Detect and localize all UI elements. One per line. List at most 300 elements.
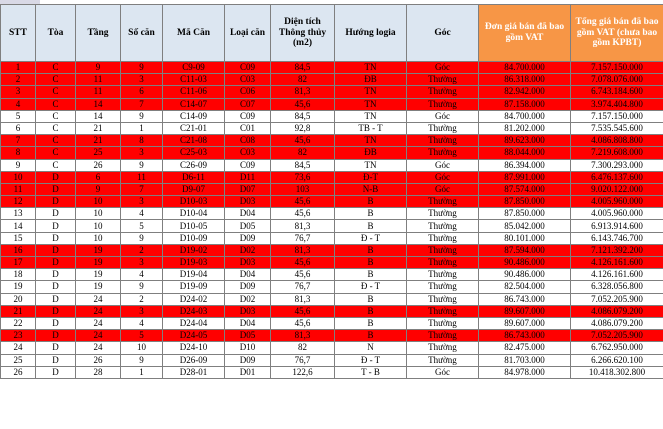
cell-tang: 19 [76, 269, 121, 281]
header-stt: STT [1, 5, 36, 62]
cell-don-gia: 82.504.000 [479, 281, 571, 293]
cell-stt: 11 [1, 183, 36, 195]
cell-so-can: 1 [121, 122, 163, 134]
cell-so-can: 4 [121, 269, 163, 281]
cell-ma-can: D24-02 [163, 293, 225, 305]
cell-tong-gia: 7.121.392.200 [571, 244, 663, 256]
cell-don-gia: 85.042.000 [479, 220, 571, 232]
cell-goc: Thường [407, 122, 479, 134]
cell-don-gia: 89.607.000 [479, 317, 571, 329]
cell-tong-gia: 9.020.122.000 [571, 183, 663, 195]
cell-tong-gia: 7.157.150.000 [571, 62, 663, 74]
cell-tong-gia: 10.418.302.800 [571, 366, 663, 378]
cell-goc: Thường [407, 317, 479, 329]
cell-toa: D [36, 366, 76, 378]
cell-dien-tich: 45,6 [271, 257, 335, 269]
cell-toa: D [36, 171, 76, 183]
cell-tang: 14 [76, 98, 121, 110]
cell-huong-logia: Đ - T [335, 354, 407, 366]
cell-tong-gia: 6.266.620.100 [571, 354, 663, 366]
cell-tong-gia: 7.219.608.000 [571, 147, 663, 159]
header-don-gia: Đơn giá bán đã bao gồm VAT [479, 5, 571, 62]
cell-toa: D [36, 317, 76, 329]
cell-goc: Thường [407, 330, 479, 342]
cell-dien-tich: 45,6 [271, 208, 335, 220]
cell-tong-gia: 3.974.404.800 [571, 98, 663, 110]
cell-tong-gia: 4.126.161.600 [571, 269, 663, 281]
cell-don-gia: 87.158.000 [479, 98, 571, 110]
cell-huong-logia: ĐB [335, 147, 407, 159]
cell-huong-logia: TB - T [335, 122, 407, 134]
cell-toa: C [36, 62, 76, 74]
cell-dien-tich: 103 [271, 183, 335, 195]
cell-dien-tich: 45,6 [271, 98, 335, 110]
cell-huong-logia: B [335, 196, 407, 208]
cell-so-can: 4 [121, 317, 163, 329]
cell-ma-can: C11-03 [163, 74, 225, 86]
cell-so-can: 8 [121, 135, 163, 147]
cell-loai-can: D03 [225, 305, 271, 317]
cell-tong-gia: 6.762.950.000 [571, 342, 663, 354]
cell-tang: 14 [76, 110, 121, 122]
cell-loai-can: C01 [225, 122, 271, 134]
cell-dien-tich: 76,7 [271, 281, 335, 293]
table-row [1, 159, 663, 171]
table-row [1, 171, 663, 183]
cell-toa: D [36, 220, 76, 232]
table-row [1, 98, 663, 110]
header-goc: Góc [407, 5, 479, 62]
cell-toa: D [36, 354, 76, 366]
cell-so-can: 2 [121, 293, 163, 305]
cell-loai-can: C03 [225, 147, 271, 159]
cell-stt: 6 [1, 122, 36, 134]
cell-don-gia: 86.743.000 [479, 293, 571, 305]
cell-tong-gia: 7.535.545.600 [571, 122, 663, 134]
cell-ma-can: D24-05 [163, 330, 225, 342]
cell-tang: 24 [76, 342, 121, 354]
cell-tang: 11 [76, 86, 121, 98]
cell-ma-can: C21-08 [163, 135, 225, 147]
cell-stt: 15 [1, 232, 36, 244]
cell-so-can: 3 [121, 305, 163, 317]
cell-tang: 25 [76, 147, 121, 159]
cell-dien-tich: 81,3 [271, 220, 335, 232]
cell-loai-can: C09 [225, 159, 271, 171]
header-so-can: Số căn [121, 5, 163, 62]
cell-tong-gia: 7.078.076.000 [571, 74, 663, 86]
table-row [1, 183, 663, 195]
cell-huong-logia: Đ - T [335, 281, 407, 293]
cell-ma-can: D19-03 [163, 257, 225, 269]
cell-loai-can: D05 [225, 330, 271, 342]
cell-toa: C [36, 122, 76, 134]
cell-toa: D [36, 330, 76, 342]
cell-ma-can: D26-09 [163, 354, 225, 366]
cell-stt: 16 [1, 244, 36, 256]
table-row [1, 208, 663, 220]
cell-ma-can: D6-11 [163, 171, 225, 183]
cell-stt: 9 [1, 159, 36, 171]
cell-tang: 10 [76, 196, 121, 208]
cell-don-gia: 82.942.000 [479, 86, 571, 98]
cell-dien-tich: 45,6 [271, 317, 335, 329]
cell-goc: Thường [407, 244, 479, 256]
cell-goc: Góc [407, 159, 479, 171]
cell-goc: Góc [407, 183, 479, 195]
cell-huong-logia: B [335, 305, 407, 317]
table-row [1, 110, 663, 122]
cell-ma-can: D10-05 [163, 220, 225, 232]
cell-loai-can: C08 [225, 135, 271, 147]
table-row [1, 293, 663, 305]
cell-stt: 26 [1, 366, 36, 378]
cell-tong-gia: 6.743.184.600 [571, 86, 663, 98]
cell-goc: Thường [407, 269, 479, 281]
cell-stt: 19 [1, 281, 36, 293]
cell-huong-logia: B [335, 220, 407, 232]
cell-tong-gia: 4.086.808.800 [571, 135, 663, 147]
cell-tong-gia: 4.005.960.000 [571, 196, 663, 208]
table-row [1, 220, 663, 232]
cell-ma-can: C21-01 [163, 122, 225, 134]
cell-ma-can: C9-09 [163, 62, 225, 74]
cell-toa: C [36, 159, 76, 171]
cell-ma-can: D24-04 [163, 317, 225, 329]
cell-toa: D [36, 244, 76, 256]
cell-goc: Thường [407, 305, 479, 317]
cell-ma-can: C11-06 [163, 86, 225, 98]
cell-toa: D [36, 183, 76, 195]
cell-dien-tich: 82 [271, 342, 335, 354]
cell-stt: 7 [1, 135, 36, 147]
cell-loai-can: C03 [225, 74, 271, 86]
cell-loai-can: D04 [225, 269, 271, 281]
cell-so-can: 4 [121, 208, 163, 220]
table-row [1, 317, 663, 329]
cell-dien-tich: 45,6 [271, 196, 335, 208]
cell-stt: 23 [1, 330, 36, 342]
cell-tang: 6 [76, 171, 121, 183]
cell-huong-logia: B [335, 330, 407, 342]
cell-tong-gia: 6.476.137.600 [571, 171, 663, 183]
cell-don-gia: 82.475.000 [479, 342, 571, 354]
cell-stt: 8 [1, 147, 36, 159]
table-row [1, 305, 663, 317]
cell-dien-tich: 45,6 [271, 305, 335, 317]
cell-stt: 20 [1, 293, 36, 305]
cell-so-can: 3 [121, 196, 163, 208]
cell-tang: 21 [76, 135, 121, 147]
cell-goc: Góc [407, 366, 479, 378]
cell-tang: 11 [76, 74, 121, 86]
cell-so-can: 9 [121, 281, 163, 293]
cell-toa: D [36, 257, 76, 269]
cell-toa: D [36, 293, 76, 305]
cell-tang: 24 [76, 293, 121, 305]
cell-huong-logia: N-B [335, 183, 407, 195]
cell-don-gia: 87.991.000 [479, 171, 571, 183]
cell-tong-gia: 7.157.150.000 [571, 110, 663, 122]
cell-stt: 2 [1, 74, 36, 86]
cell-tong-gia: 4.005.960.000 [571, 208, 663, 220]
cell-goc: Thường [407, 196, 479, 208]
cell-goc: Thường [407, 147, 479, 159]
cell-huong-logia: TN [335, 98, 407, 110]
cell-loai-can: D04 [225, 208, 271, 220]
cell-dien-tich: 81,3 [271, 293, 335, 305]
cell-tong-gia: 6.143.746.700 [571, 232, 663, 244]
cell-so-can: 9 [121, 159, 163, 171]
cell-dien-tich: 92,8 [271, 122, 335, 134]
table-row [1, 366, 663, 378]
cell-don-gia: 89.607.000 [479, 305, 571, 317]
cell-stt: 13 [1, 208, 36, 220]
cell-toa: D [36, 232, 76, 244]
cell-ma-can: D9-07 [163, 183, 225, 195]
cell-ma-can: C25-03 [163, 147, 225, 159]
table-row [1, 281, 663, 293]
cell-tang: 26 [76, 159, 121, 171]
cell-tong-gia: 4.086.079.200 [571, 317, 663, 329]
cell-goc: Thường [407, 135, 479, 147]
cell-toa: C [36, 147, 76, 159]
cell-toa: C [36, 110, 76, 122]
cell-loai-can: C09 [225, 62, 271, 74]
cell-so-can: 9 [121, 232, 163, 244]
table-row [1, 244, 663, 256]
cell-don-gia: 87.574.000 [479, 183, 571, 195]
header-loai-can: Loại căn [225, 5, 271, 62]
cell-ma-can: D24-10 [163, 342, 225, 354]
cell-loai-can: D01 [225, 366, 271, 378]
cell-tang: 28 [76, 366, 121, 378]
cell-ma-can: D19-09 [163, 281, 225, 293]
cell-dien-tich: 81,3 [271, 330, 335, 342]
cell-huong-logia: B [335, 208, 407, 220]
cell-goc: Góc [407, 62, 479, 74]
cell-huong-logia: TN [335, 135, 407, 147]
cell-ma-can: D19-02 [163, 244, 225, 256]
cell-goc: Thường [407, 354, 479, 366]
cell-dien-tich: 82 [271, 74, 335, 86]
table-row [1, 354, 663, 366]
cell-stt: 24 [1, 342, 36, 354]
table-row [1, 86, 663, 98]
cell-don-gia: 87.850.000 [479, 208, 571, 220]
cell-huong-logia: TN [335, 86, 407, 98]
cell-ma-can: C14-09 [163, 110, 225, 122]
cell-don-gia: 86.743.000 [479, 330, 571, 342]
cell-dien-tich: 45,6 [271, 135, 335, 147]
cell-loai-can: D09 [225, 354, 271, 366]
header-huong-logia: Hướng logia [335, 5, 407, 62]
cell-tong-gia: 6.913.914.600 [571, 220, 663, 232]
cell-stt: 4 [1, 98, 36, 110]
cell-dien-tich: 84,5 [271, 110, 335, 122]
table-row [1, 74, 663, 86]
cell-so-can: 9 [121, 62, 163, 74]
cell-so-can: 7 [121, 183, 163, 195]
cell-loai-can: D07 [225, 183, 271, 195]
cell-tang: 24 [76, 305, 121, 317]
cell-don-gia: 80.101.000 [479, 232, 571, 244]
cell-goc: Thường [407, 208, 479, 220]
cell-so-can: 11 [121, 171, 163, 183]
table-row [1, 135, 663, 147]
cell-tang: 21 [76, 122, 121, 134]
cell-stt: 5 [1, 110, 36, 122]
cell-don-gia: 89.623.000 [479, 135, 571, 147]
cell-stt: 25 [1, 354, 36, 366]
cell-loai-can: D05 [225, 220, 271, 232]
cell-huong-logia: T - B [335, 366, 407, 378]
cell-don-gia: 86.394.000 [479, 159, 571, 171]
cell-so-can: 5 [121, 330, 163, 342]
cell-so-can: 10 [121, 342, 163, 354]
header-dien-tich: Diện tích Thông thủy (m2) [271, 5, 335, 62]
cell-stt: 1 [1, 62, 36, 74]
table-row [1, 342, 663, 354]
cell-ma-can: C14-07 [163, 98, 225, 110]
cell-goc: Thường [407, 74, 479, 86]
cell-huong-logia: B [335, 244, 407, 256]
cell-huong-logia: ĐB [335, 74, 407, 86]
table-header-row [1, 5, 663, 62]
cell-loai-can: D02 [225, 293, 271, 305]
cell-dien-tich: 82 [271, 147, 335, 159]
cell-tang: 10 [76, 220, 121, 232]
cell-tong-gia: 6.328.056.800 [571, 281, 663, 293]
cell-stt: 3 [1, 86, 36, 98]
table-row [1, 62, 663, 74]
cell-loai-can: C07 [225, 98, 271, 110]
cell-dien-tich: 45,6 [271, 269, 335, 281]
header-tang: Tầng [76, 5, 121, 62]
cell-tang: 26 [76, 354, 121, 366]
cell-don-gia: 88.044.000 [479, 147, 571, 159]
cell-loai-can: D09 [225, 281, 271, 293]
cell-stt: 17 [1, 257, 36, 269]
table-row [1, 232, 663, 244]
cell-toa: D [36, 305, 76, 317]
cell-huong-logia: Đ-T [335, 171, 407, 183]
cell-ma-can: D24-03 [163, 305, 225, 317]
cell-dien-tich: 84,5 [271, 62, 335, 74]
cell-so-can: 6 [121, 86, 163, 98]
header-ma-can: Mã Căn [163, 5, 225, 62]
cell-toa: D [36, 269, 76, 281]
cell-tong-gia: 4.126.161.600 [571, 257, 663, 269]
cell-tang: 24 [76, 317, 121, 329]
cell-ma-can: D10-03 [163, 196, 225, 208]
cell-don-gia: 86.318.000 [479, 74, 571, 86]
cell-tang: 19 [76, 281, 121, 293]
cell-stt: 14 [1, 220, 36, 232]
cell-goc: Thường [407, 257, 479, 269]
cell-ma-can: D19-04 [163, 269, 225, 281]
cell-tang: 9 [76, 62, 121, 74]
cell-dien-tich: 76,7 [271, 354, 335, 366]
cell-tong-gia: 7.052.205.900 [571, 330, 663, 342]
cell-dien-tich: 73,6 [271, 171, 335, 183]
cell-so-can: 1 [121, 366, 163, 378]
cell-loai-can: D11 [225, 171, 271, 183]
cell-stt: 21 [1, 305, 36, 317]
cell-toa: D [36, 342, 76, 354]
cell-dien-tich: 84,5 [271, 159, 335, 171]
cell-tang: 10 [76, 232, 121, 244]
cell-stt: 12 [1, 196, 36, 208]
cell-tang: 19 [76, 244, 121, 256]
cell-loai-can: D03 [225, 257, 271, 269]
cell-goc: Thường [407, 98, 479, 110]
cell-so-can: 7 [121, 98, 163, 110]
cell-tang: 24 [76, 330, 121, 342]
cell-stt: 10 [1, 171, 36, 183]
cell-goc: Thường [407, 220, 479, 232]
cell-dien-tich: 81,3 [271, 244, 335, 256]
table-row [1, 330, 663, 342]
cell-huong-logia: B [335, 317, 407, 329]
table-row [1, 257, 663, 269]
cell-huong-logia: TN [335, 62, 407, 74]
cell-huong-logia: Đ - T [335, 232, 407, 244]
cell-huong-logia: B [335, 269, 407, 281]
cell-toa: D [36, 196, 76, 208]
cell-tong-gia: 7.300.293.000 [571, 159, 663, 171]
cell-so-can: 2 [121, 244, 163, 256]
cell-don-gia: 90.486.000 [479, 269, 571, 281]
cell-ma-can: D28-01 [163, 366, 225, 378]
cell-ma-can: C26-09 [163, 159, 225, 171]
cell-don-gia: 84.700.000 [479, 62, 571, 74]
header-tong-gia: Tổng giá bán đã bao gồm VAT (chưa bao gồm KPBT) [571, 5, 663, 62]
cell-goc: Thường [407, 281, 479, 293]
cell-toa: D [36, 208, 76, 220]
cell-huong-logia: B [335, 257, 407, 269]
cell-goc: Góc [407, 110, 479, 122]
cell-don-gia: 81.202.000 [479, 122, 571, 134]
cell-so-can: 9 [121, 110, 163, 122]
cell-don-gia: 87.850.000 [479, 196, 571, 208]
cell-don-gia: 87.594.000 [479, 244, 571, 256]
cell-goc: Thường [407, 232, 479, 244]
table-row [1, 147, 663, 159]
cell-toa: C [36, 98, 76, 110]
table-row [1, 122, 663, 134]
cell-ma-can: D10-09 [163, 232, 225, 244]
cell-loai-can: D04 [225, 317, 271, 329]
cell-huong-logia: TN [335, 159, 407, 171]
cell-dien-tich: 81,3 [271, 86, 335, 98]
cell-goc: Thường [407, 86, 479, 98]
cell-so-can: 5 [121, 220, 163, 232]
cell-loai-can: D02 [225, 244, 271, 256]
cell-so-can: 3 [121, 257, 163, 269]
cell-tong-gia: 7.052.205.900 [571, 293, 663, 305]
cell-stt: 22 [1, 317, 36, 329]
header-toa: Tòa [36, 5, 76, 62]
cell-loai-can: D10 [225, 342, 271, 354]
cell-dien-tich: 76,7 [271, 232, 335, 244]
cell-loai-can: D03 [225, 196, 271, 208]
cell-loai-can: D09 [225, 232, 271, 244]
cell-ma-can: D10-04 [163, 208, 225, 220]
cell-loai-can: C06 [225, 86, 271, 98]
cell-goc: Thường [407, 342, 479, 354]
cell-so-can: 3 [121, 74, 163, 86]
